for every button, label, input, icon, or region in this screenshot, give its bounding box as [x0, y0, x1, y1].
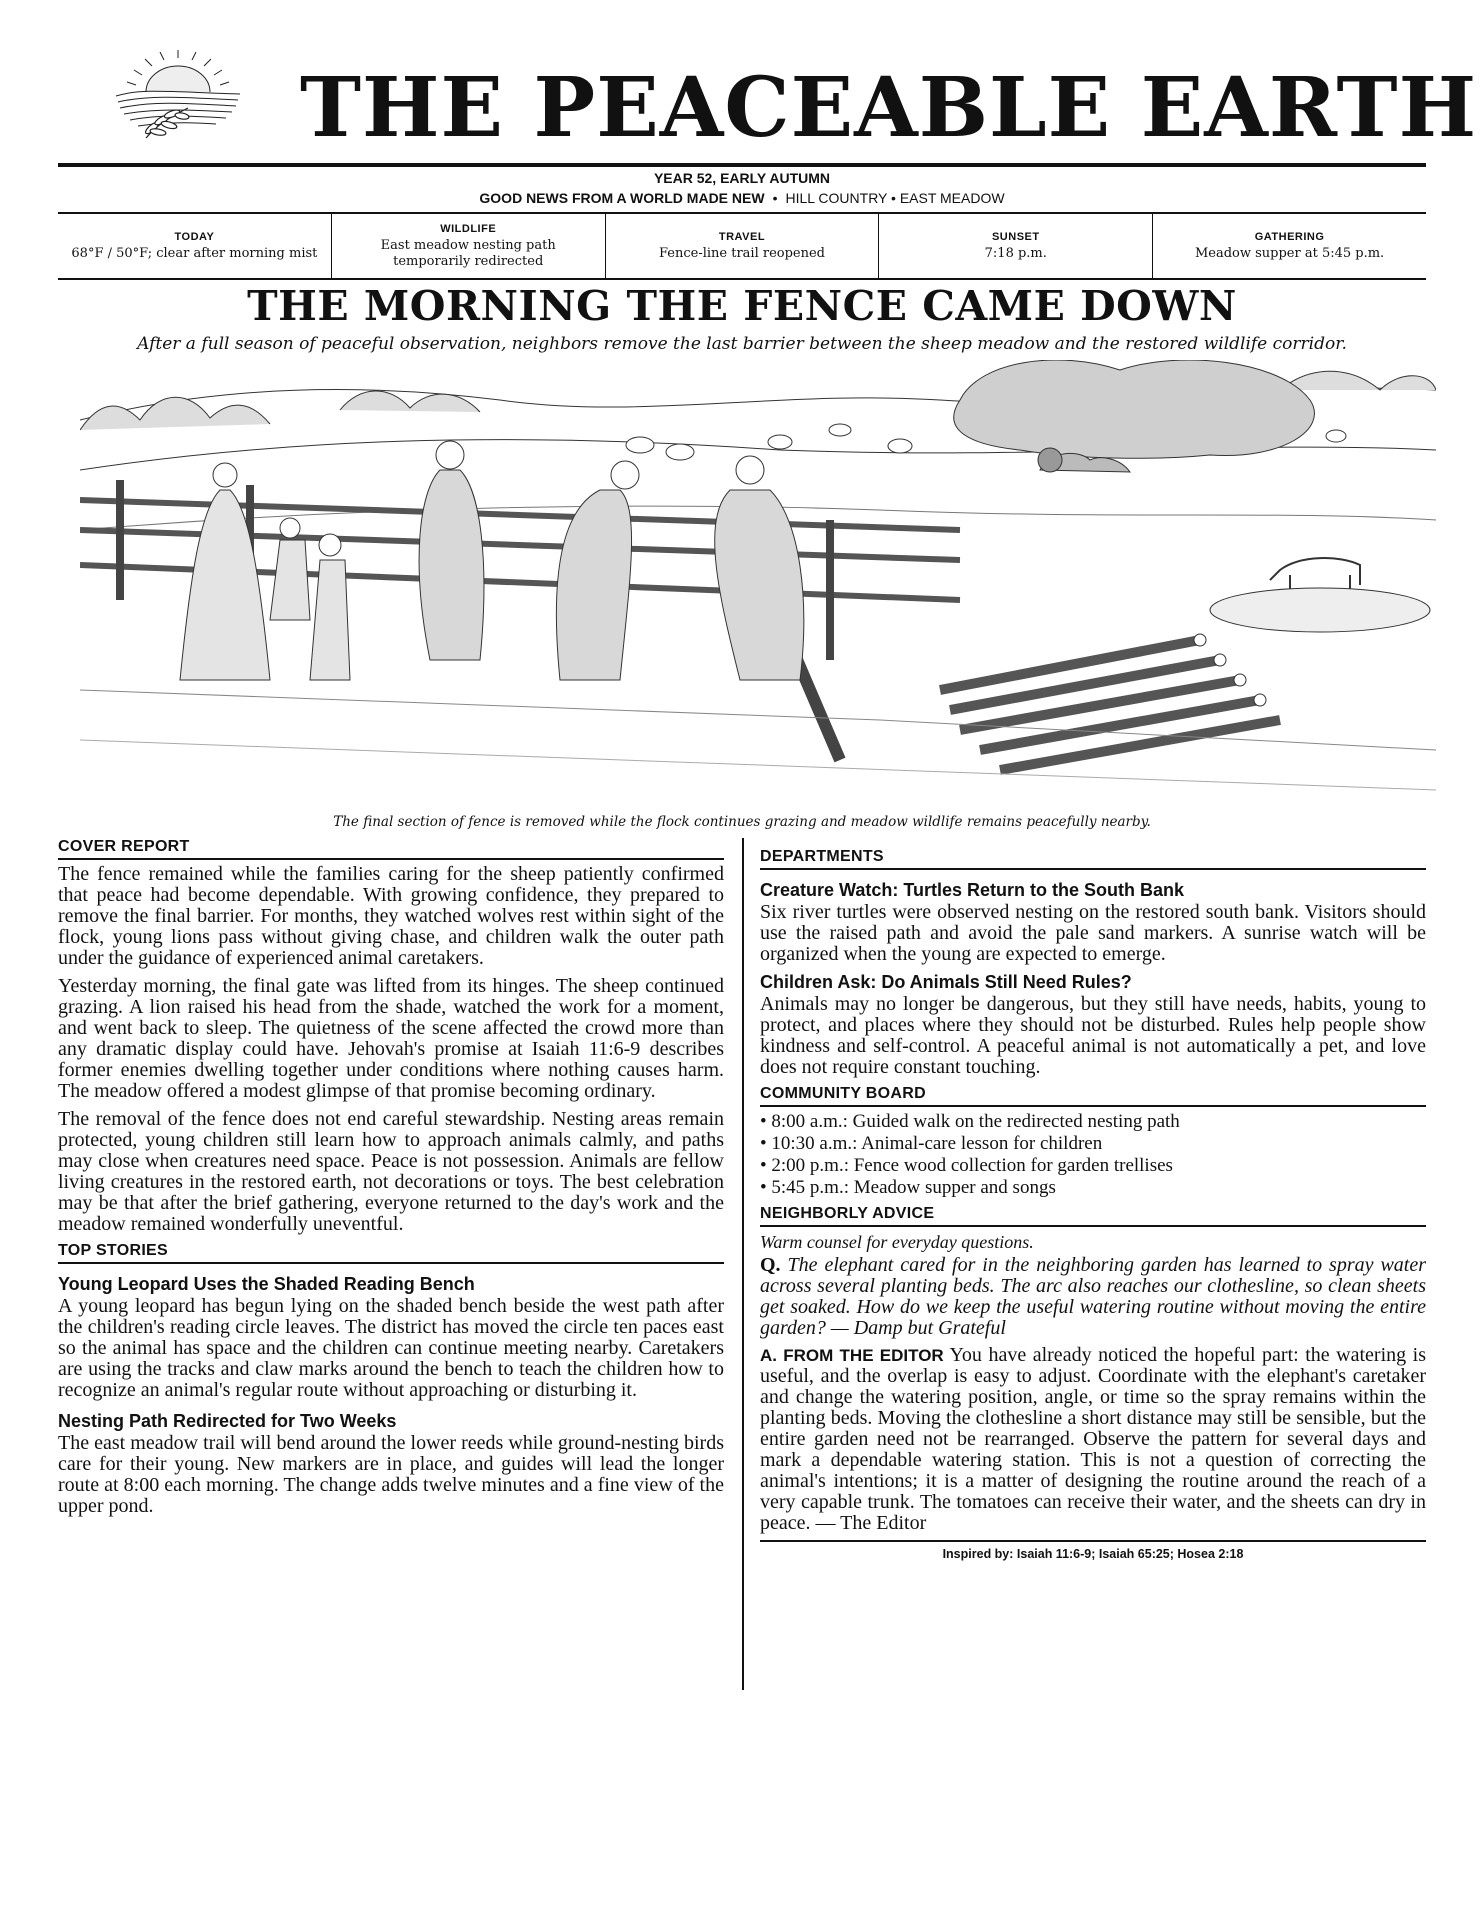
lead-headline: THE MORNING THE FENCE CAME DOWN	[247, 282, 1237, 330]
tagline	[0, 190, 1484, 206]
info-label: GATHERING	[1254, 230, 1325, 243]
masthead-rule	[58, 163, 1426, 167]
story-body: A young leopard has begun lying on the shaded bench beside the west path after the children's reading circle leaves. The district has moved the circle ten paces east so the animal has space and the children can continue meeting nearby. Caretakers are using the tracks and claw marks around the bench to teach the children how to recognize an animal's regular route without approaching or disturbing it.	[58, 1295, 724, 1401]
story-title: Nesting Path Redirected for Two Weeks	[58, 1411, 397, 1431]
cover-paragraph: The removal of the fence does not end careful stewardship. Nesting areas remain protected, young children still learn how to approach animals calmly, and paths may close when creatures need space. Peace is not possession. Animals are fellow living creatures in the restored earth, not decorations or toys. The best celebration may be that after the brief gathering, everyone returned to the day's work and the meadow remained wonderfully uneventful.	[58, 1108, 724, 1235]
inspired-by-note: Inspired by: Isaiah 11:6-9; Isaiah 65:25; Hosea 2:18	[760, 1540, 1426, 1561]
advice-question	[760, 1255, 1426, 1339]
advice-answer	[760, 1345, 1426, 1534]
department-title: Children Ask: Do Animals Still Need Rules?	[760, 972, 1132, 992]
cover-paragraph: The fence remained while the families caring for the sheep patiently confirmed that peace had become dependable. With growing confidence, they prepared to remove the final barrier. For months, they watched wolves rest within sight of the flock, young lions pass without giving chase, and children walk the outer path under the guidance of experienced animal caretakers.	[58, 863, 724, 969]
department-body: Six river turtles were observed nesting on the restored south bank. Visitors should use the raised path and avoid the pale sand markers. A sunrise watch will be organized when the young are expected to emerge.	[760, 901, 1426, 965]
info-bar	[58, 212, 1426, 280]
tagline-text: GOOD NEWS FROM A WORLD MADE NEW	[479, 190, 765, 206]
info-cell-sunset	[879, 214, 1153, 278]
list-item: • 2:00 p.m.: Fence wood collection for garden trellises	[760, 1155, 1173, 1176]
masthead	[0, 0, 1484, 160]
list-item: • 10:30 a.m.: Animal-care lesson for children	[760, 1133, 1103, 1154]
section-heading-cover-report: COVER REPORT	[58, 838, 724, 860]
info-cell-today	[58, 214, 332, 278]
section-heading-top-stories: TOP STORIES	[58, 1242, 724, 1264]
advice-intro: Warm counsel for everyday questions.	[760, 1232, 1034, 1252]
illustration-caption: The final section of fence is removed while the flock continues grazing and meadow wildlife remains peacefully nearby.	[333, 814, 1151, 830]
department-body: Animals may no longer be dangerous, but they still have needs, habits, young to protect, and places where they should not be disturbed. Rules help people show kindness and self-control. A peaceful animal is not automatically a pet, and love does not require constant touching.	[760, 993, 1426, 1078]
info-value: East meadow nesting path temporarily redirected	[380, 237, 556, 269]
edition-line: YEAR 52, EARLY AUTUMN	[653, 170, 831, 186]
column-divider	[742, 838, 744, 1690]
list-item: • 5:45 p.m.: Meadow supper and songs	[760, 1177, 1056, 1198]
separator-dot: •	[772, 190, 778, 206]
info-label: WILDLIFE	[440, 222, 497, 235]
department-title: Creature Watch: Turtles Return to the South Bank	[760, 880, 1185, 900]
community-board-list	[760, 1111, 1426, 1199]
story-title: Young Leopard Uses the Shaded Reading Bench	[58, 1274, 475, 1294]
info-cell-wildlife	[332, 214, 606, 278]
fence-removal-illustration	[80, 360, 1436, 810]
section-heading-community-board: COMMUNITY BOARD	[760, 1085, 1426, 1107]
story-body: The east meadow trail will bend around the lower reeds while ground-nesting birds care for their young. New markers are in place, and guides will lead the longer route at 8:00 each morning. The change adds twelve minutes and a fine view of the upper pond.	[58, 1432, 724, 1517]
info-cell-travel	[606, 214, 880, 278]
info-value: 68°F / 50°F; clear after morning mist	[71, 245, 318, 261]
location-text: HILL COUNTRY • EAST MEADOW	[785, 190, 1005, 206]
info-label: SUNSET	[991, 230, 1040, 243]
answer-label: A. FROM THE EDITOR	[760, 1346, 944, 1365]
info-value: 7:18 p.m.	[984, 245, 1047, 261]
left-column	[58, 838, 724, 1524]
section-heading-advice: NEIGHBORLY ADVICE	[760, 1205, 1426, 1227]
newspaper-title: THE PEACEABLE EARTH	[300, 60, 1478, 156]
lead-dek: After a full season of peaceful observation, neighbors remove the last barrier between the sheep meadow and the restored wildlife corridor.	[137, 334, 1347, 354]
question-label: Q.	[760, 1254, 781, 1276]
cover-paragraph: Yesterday morning, the final gate was lifted from its hinges. The sheep continued grazing. A lion raised his head from the shade, watched the work for a moment, and went back to sleep. The quietness of the scene affected the crowd more than any dramatic display could have. Jehovah's promise at Isaiah 11:6-9 describes former enemies dwelling together under conditions where nothing causes harm. The meadow offered a modest glimpse of that promise becoming ordinary.	[58, 975, 724, 1102]
answer-text: You have already noticed the hopeful part: the watering is useful, and the overlap is easy to adjust. Coordinate with the elephant's caretaker and change the watering position, angle, or time so the spray remains within the planting beds. Moving the clothesline a short distance may still be sensible, but the entire garden need not be rearranged. Observe the pattern for several days and mark a dependable watering station. This is not a question of correcting the animal's intentions; it is a matter of designing the routine around the reach of a very capable trunk. The tomatoes can receive their water, and the sheets can dry in peace. — The Editor	[760, 1344, 1426, 1534]
info-label: TODAY	[174, 230, 215, 243]
list-item: • 8:00 a.m.: Guided walk on the redirected nesting path	[760, 1111, 1180, 1132]
info-value: Meadow supper at 5:45 p.m.	[1194, 245, 1385, 261]
info-cell-gathering	[1153, 214, 1426, 278]
section-heading-departments: DEPARTMENTS	[760, 848, 1426, 870]
info-label: TRAVEL	[718, 230, 766, 243]
right-column	[760, 848, 1426, 1561]
info-value: Fence-line trail reopened	[658, 245, 825, 261]
sunrise-olive-branch-icon	[112, 48, 244, 140]
question-text: The elephant cared for in the neighboring garden has learned to spray water across several planting beds. The arc also reaches our clothesline, so clean sheets get soaked. How do we keep the useful watering routine without moving the entire garden? — Damp but Grateful	[760, 1254, 1426, 1339]
